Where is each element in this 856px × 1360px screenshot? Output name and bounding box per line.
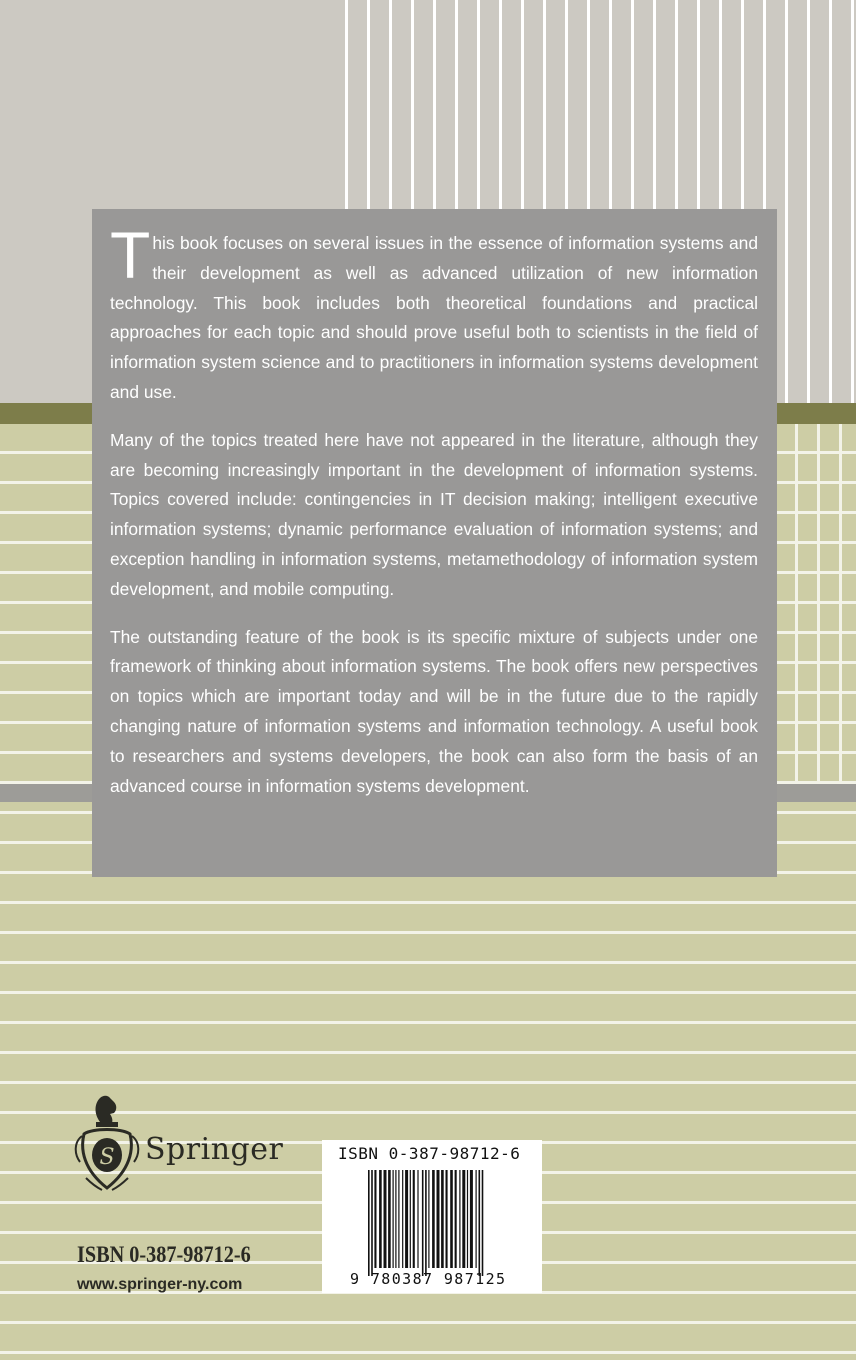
barcode-bar [410, 1170, 411, 1268]
isbn-text: ISBN 0-387-98712-6 [77, 1242, 251, 1267]
drop-cap: T [110, 218, 151, 292]
publisher-url: www.springer-ny.com [77, 1276, 243, 1293]
barcode-bar [476, 1170, 477, 1268]
barcode-ean-number: 9 780387 987125 [350, 1270, 507, 1288]
grid-pattern [776, 424, 856, 784]
barcode-bar [455, 1170, 457, 1268]
barcode-bar [470, 1170, 473, 1268]
barcode-guard-bar [482, 1170, 484, 1276]
barcode-bar [417, 1170, 418, 1268]
barcode-guard-bar [425, 1170, 427, 1276]
barcode-bar [393, 1170, 394, 1268]
blurb-panel [92, 209, 777, 877]
barcode-bar [398, 1170, 399, 1268]
springer-knight-logo-icon [72, 1092, 142, 1197]
barcode-bar [437, 1170, 440, 1268]
barcode-bar [402, 1170, 403, 1268]
barcode-bar [467, 1170, 468, 1268]
blurb-paragraph-3: The outstanding feature of the book is its specific mixture of subjects under one framework of thinking about information systems. The book offers new perspectives on topics which are important today and will be in the future due to the rapidly changing nature of information systems and information technology. A useful book to researchers and systems developers, the book can also form the basis of an advanced course in information systems development. [110, 626, 758, 796]
barcode-bar [374, 1170, 376, 1268]
barcode-bar [441, 1170, 444, 1268]
barcode-bar [379, 1170, 382, 1268]
barcode-bar [428, 1170, 429, 1268]
barcode-bar [446, 1170, 448, 1268]
barcode-bar [388, 1170, 391, 1268]
barcode-box [322, 1140, 542, 1293]
barcode-bar [395, 1170, 396, 1268]
publisher-name: Springer [145, 1132, 284, 1167]
blurb-paragraph-1 [110, 218, 758, 408]
barcode-bar [459, 1170, 460, 1268]
barcode-bar [450, 1170, 453, 1268]
barcode-guard-bar [371, 1170, 373, 1276]
barcode-guard-bar [479, 1170, 481, 1276]
barcode-bar [462, 1170, 465, 1268]
barcode-bar [405, 1170, 408, 1268]
barcode-guard-bar [422, 1170, 424, 1276]
barcode-bar [432, 1170, 435, 1268]
blurb-paragraph-1-text: his book focuses on several issues in the essence of information systems and their development as well as advanced utilization of new information technology. This book includes both theoretical foundations and practical approaches for each topic and should prove useful both to scientists in the field of information system science and to practitioners in information systems development and use. [110, 233, 758, 402]
svg-text:S: S [99, 1145, 115, 1170]
barcode-bar [384, 1170, 387, 1268]
blurb-paragraph-2: Many of the topics treated here have not appeared in the literature, although they are becoming increasingly important in the development of information systems. Topics covered include: contingencies in IT decision making; intelligent executive information systems; dynamic performance evaluation of information systems; and exception handling in information systems, metamethodology of information system development, and mobile computing. [110, 429, 758, 599]
barcode-isbn-label: ISBN 0-387-98712-6 [338, 1144, 521, 1163]
barcode-guard-bar [368, 1170, 370, 1276]
barcode-bar [413, 1170, 415, 1268]
